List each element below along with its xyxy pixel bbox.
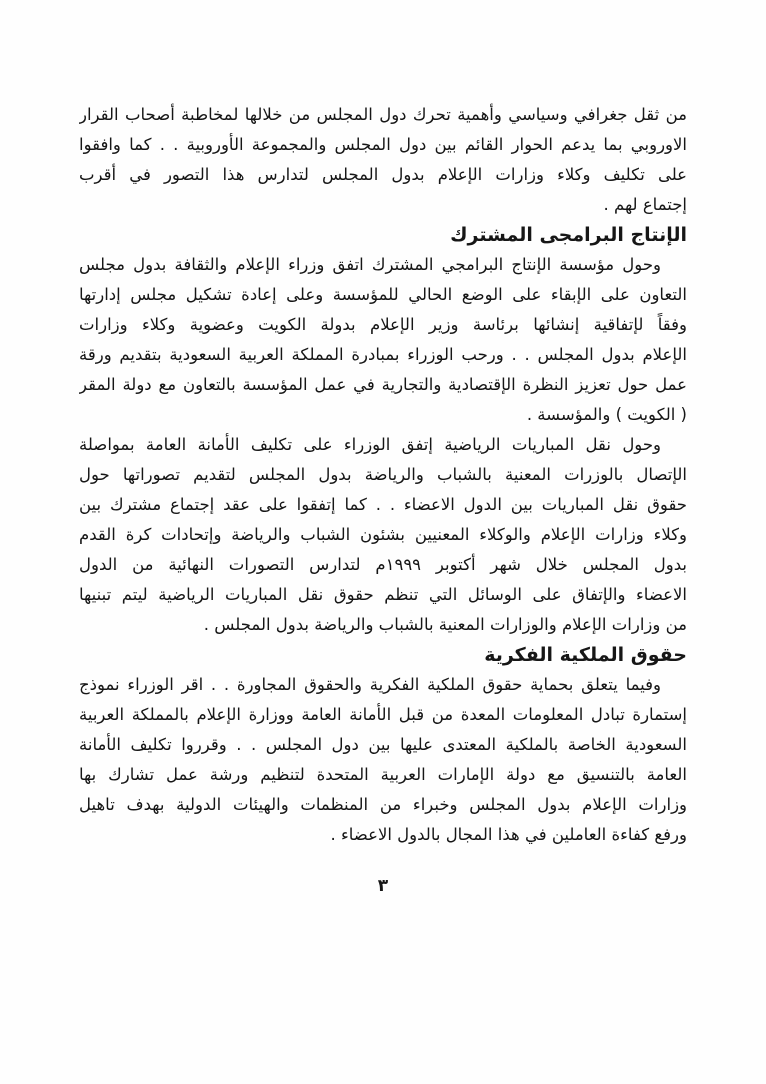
text-line: وفقاً لإتفاقية إنشائها برئاسة وزير الإعلام بدولة الكويت وعضوية وكلاء وزارات [79, 315, 687, 334]
text-line: عمل حول تعزيز النظرة الإقتصادية والتجارية في عمل المؤسسة بالتعاون مع دولة المقر [79, 375, 687, 394]
text-line: ورفع كفاءة العاملين في هذا المجال بالدول الاعضاء . [330, 825, 687, 844]
text-line: ( الكويت ) والمؤسسة . [526, 405, 687, 424]
text-line: العامة بالتنسيق مع دولة الإمارات العربية المتحدة لتنظيم ورشة عمل تشارك بها [79, 765, 687, 784]
text-line: وحول مؤسسة الإنتاج البرامجي المشترك اتفق وزراء الإعلام والثقافة بدول مجلس [79, 255, 661, 274]
text-line: الاعضاء والإتفاق على الوسائل التي تنظم حقوق نقل المباريات الرياضية ليتم تبنيها [79, 585, 687, 604]
document-text [79, 100, 687, 850]
text-line: بدول المجلس خلال شهر أكتوبر ١٩٩٩م لتدارس التصورات النهائية من الدول [79, 555, 687, 574]
section-heading-joint-program-production: الإنتاج البرامجى المشترك [450, 224, 687, 246]
text-line: وكلاء وزارات الإعلام والوكلاء المعنيين بشئون الشباب والرياضة وإتحادات كرة القدم [79, 525, 687, 544]
page-number: ٣ [377, 876, 389, 896]
text-line: من وزارات الإعلام والوزارات المعنية بالشباب والرياضة بدول المجلس . [203, 615, 687, 634]
text-line: التعاون على الإبقاء على الوضع الحالي للمؤسسة وعلى إعادة تشكيل مجلس إدارتها [79, 285, 687, 304]
paragraph [79, 670, 687, 850]
text-line: وزارات الإعلام بدول المجلس وخبراء من المنظمات والهيئات الدولية بهدف تاهيل [79, 795, 687, 814]
text-line: الاوروبي بما يدعم الحوار القائم بين دول المجلس والمجموعة الأوروبية . . كما وافقوا [79, 135, 687, 154]
text-line: الإتصال بالوزرات المعنية بالشباب والرياضة بدول المجلس لتقديم تصوراتها حول [79, 465, 687, 484]
paragraph [79, 430, 687, 640]
text-line: إستمارة تبادل المعلومات المعدة من قبل الأمانة العامة ووزارة الإعلام بالمملكة العربية [79, 705, 687, 724]
paragraph [79, 100, 687, 220]
paragraph [79, 250, 687, 430]
text-line: وحول نقل المباريات الرياضية إتفق الوزراء على تكليف الأمانة العامة بمواصلة [79, 435, 661, 454]
text-line: السعودية الخاصة بالملكية المعتدى عليها بين دول المجلس . . وقرروا تكليف الأمانة [79, 735, 687, 754]
text-line: من ثقل جغرافي وسياسي وأهمية تحرك دول المجلس من خلالها لمخاطبة أصحاب القرار [79, 105, 687, 124]
text-line: على تكليف وكلاء وزارات الإعلام بدول المجلس لتدارس هذا التصور في أقرب [79, 165, 687, 184]
text-line: الإعلام بدول المجلس . . ورحب الوزراء بمبادرة المملكة العربية السعودية بتقديم ورقة [79, 345, 687, 364]
text-line: حقوق نقل المباريات بين الدول الاعضاء . . كما إتفقوا على عقد إجتماع مشترك بين [79, 495, 687, 514]
section-heading-intellectual-property-rights: حقوق الملكية الفكرية [484, 644, 687, 666]
text-line: وفيما يتعلق بحماية حقوق الملكية الفكرية والحقوق المجاورة . . اقر الوزراء نموذج [79, 675, 661, 694]
text-line: إجتماع لهم . [603, 195, 687, 214]
